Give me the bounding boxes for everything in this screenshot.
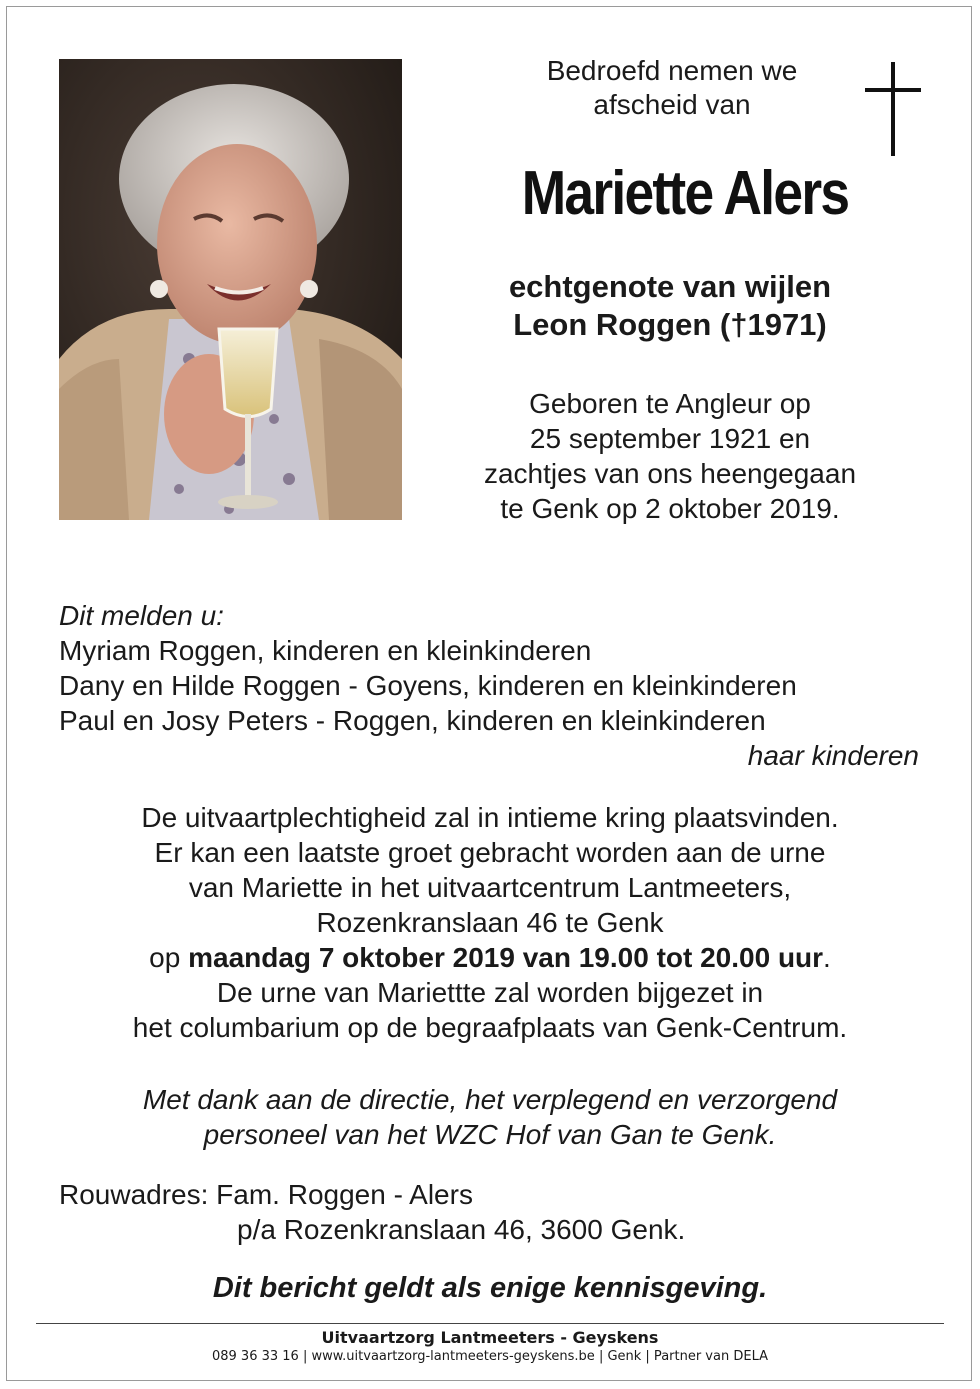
footer-divider bbox=[36, 1323, 944, 1324]
intro-text bbox=[472, 54, 872, 122]
announcement-signoff: haar kinderen bbox=[747, 740, 919, 771]
mourning-address bbox=[59, 1177, 685, 1247]
spouse-line: echtgenote van wijlen bbox=[508, 269, 832, 304]
intro-line: Bedroefd nemen we bbox=[546, 55, 798, 86]
bio-line: zachtjes van ons heengegaan bbox=[483, 458, 857, 489]
thanks-line: personeel van het WZC Hof van Gan te Genk. bbox=[203, 1119, 777, 1150]
ceremony-line: het columbarium op de begraafplaats van Genk-Centrum. bbox=[132, 1012, 848, 1043]
ceremony-date: maandag 7 oktober 2019 van 19.00 tot 20.00 uur bbox=[188, 942, 824, 973]
family-line: Paul en Josy Peters - Roggen, kinderen en kleinkinderen bbox=[59, 705, 766, 736]
bio-line: Geboren te Angleur op bbox=[529, 388, 811, 419]
final-notice: Dit bericht geldt als enige kennisgeving. bbox=[212, 1272, 768, 1304]
ceremony-line: De urne van Mariettte zal worden bijgezet in bbox=[216, 977, 764, 1008]
ceremony-date-suffix: . bbox=[823, 942, 831, 973]
intro-line: afscheid van bbox=[593, 89, 751, 120]
ceremony-line: De uitvaartplechtigheid zal in intieme kring plaatsvinden. bbox=[141, 802, 839, 833]
ceremony-date-prefix: op bbox=[149, 942, 189, 973]
thanks-text bbox=[40, 1082, 940, 1152]
bio-text bbox=[440, 386, 900, 526]
footer-info: 089 36 33 16 | www.uitvaartzorg-lantmeeters-geyskens.be | Genk | Partner van DELA bbox=[211, 1349, 769, 1364]
ceremony-date-line bbox=[40, 940, 940, 975]
announcement bbox=[59, 598, 919, 773]
family-line: Dany en Hilde Roggen - Goyens, kinderen en kleinkinderen bbox=[59, 670, 797, 701]
spouse-text bbox=[440, 268, 900, 344]
announcement-lead: Dit melden u: bbox=[59, 600, 224, 631]
ceremony-info bbox=[40, 800, 940, 1045]
portrait-photo bbox=[59, 59, 402, 520]
address-line-1: Rouwadres: Fam. Roggen - Alers bbox=[59, 1179, 473, 1210]
ceremony-line: Er kan een laatste groet gebracht worden aan de urne bbox=[154, 837, 826, 868]
family-line: Myriam Roggen, kinderen en kleinkinderen bbox=[59, 635, 592, 666]
bio-line: 25 september 1921 en bbox=[529, 423, 811, 454]
ceremony-line: Rozenkranslaan 46 te Genk bbox=[316, 907, 664, 938]
bio-line: te Genk op 2 oktober 2019. bbox=[500, 493, 840, 524]
spouse-line: Leon Roggen (†1971) bbox=[513, 307, 827, 342]
thanks-line: Met dank aan de directie, het verplegend en verzorgend bbox=[142, 1084, 838, 1115]
footer-title: Uitvaartzorg Lantmeeters - Geyskens bbox=[321, 1328, 659, 1347]
deceased-name: Mariette Alers bbox=[521, 159, 849, 228]
ceremony-line: van Mariette in het uitvaartcentrum Lantmeeters, bbox=[188, 872, 792, 903]
address-line-2: p/a Rozenkranslaan 46, 3600 Genk. bbox=[237, 1214, 686, 1245]
